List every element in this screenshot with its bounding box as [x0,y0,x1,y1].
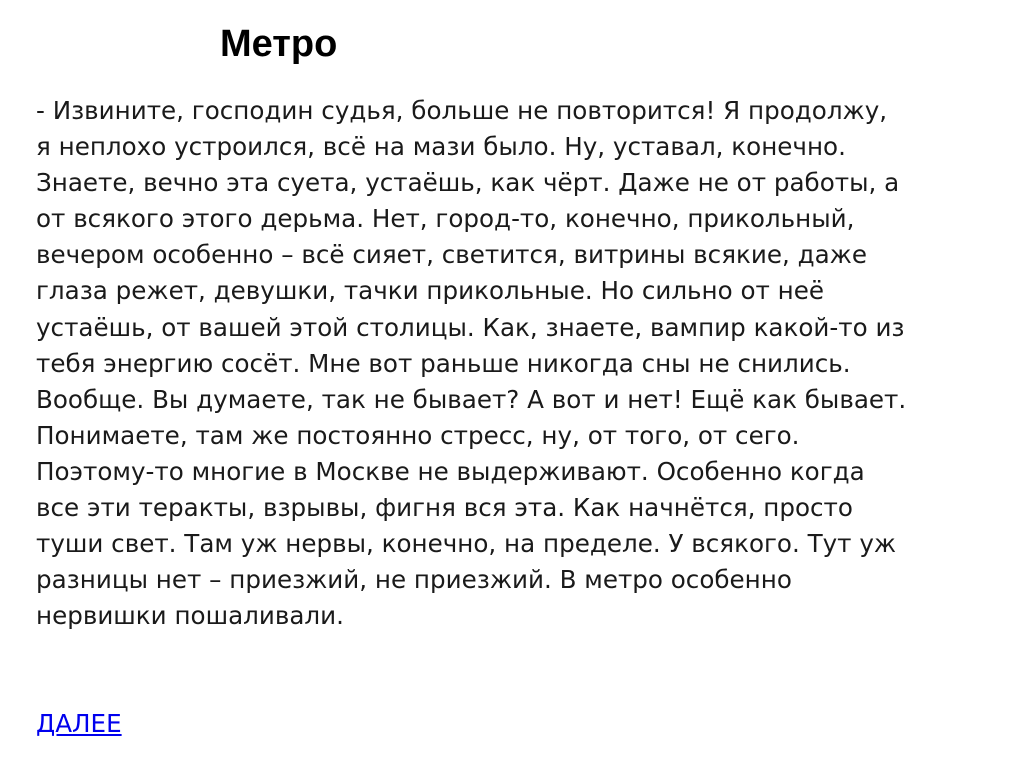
body-line: нервишки пошаливали. [36,601,344,631]
body-line: туши свет. Там уж нервы, конечно, на пределе. У всякого. Тут уж [36,529,897,559]
body-text [36,93,996,634]
body-line: Поэтому-то многие в Москве не выдерживают. Особенно когда [36,456,865,486]
body-line: глаза режет, девушки, тачки прикольные. Но сильно от неё [36,276,825,306]
body-line: Знаете, вечно эта суета, устаёшь, как чёрт. Даже не от работы, а [36,168,900,198]
body-line: вечером особенно – всё сияет, светится, витрины всякие, даже [36,240,867,270]
body-line: Вообще. Вы думаете, так не бывает? А вот и нет! Ещё как бывает. [36,384,907,414]
body-line: устаёшь, от вашей этой столицы. Как, знаете, вампир какой-то из [36,312,905,342]
body-line: от всякого этого дерьма. Нет, город-то, конечно, прикольный, [36,204,855,234]
body-line: я неплохо устроился, всё на мази было. Ну, уставал, конечно. [36,132,846,162]
body-line: Понимаете, там же постоянно стресс, ну, от того, от сего. [36,420,800,450]
body-line: - Извините, господин судья, больше не повторится! Я продолжу, [36,96,888,125]
body-line: все эти теракты, взрывы, фигня вся эта. Как начнётся, просто [36,493,853,523]
next-link[interactable]: ДАЛЕЕ [36,709,122,738]
body-line: тебя энергию сосёт. Мне вот раньше никогда сны не снились. [36,348,851,378]
slide-title: Метро [220,23,338,65]
body-line: разницы нет – приезжий, не приезжий. В метро особенно [36,565,792,595]
